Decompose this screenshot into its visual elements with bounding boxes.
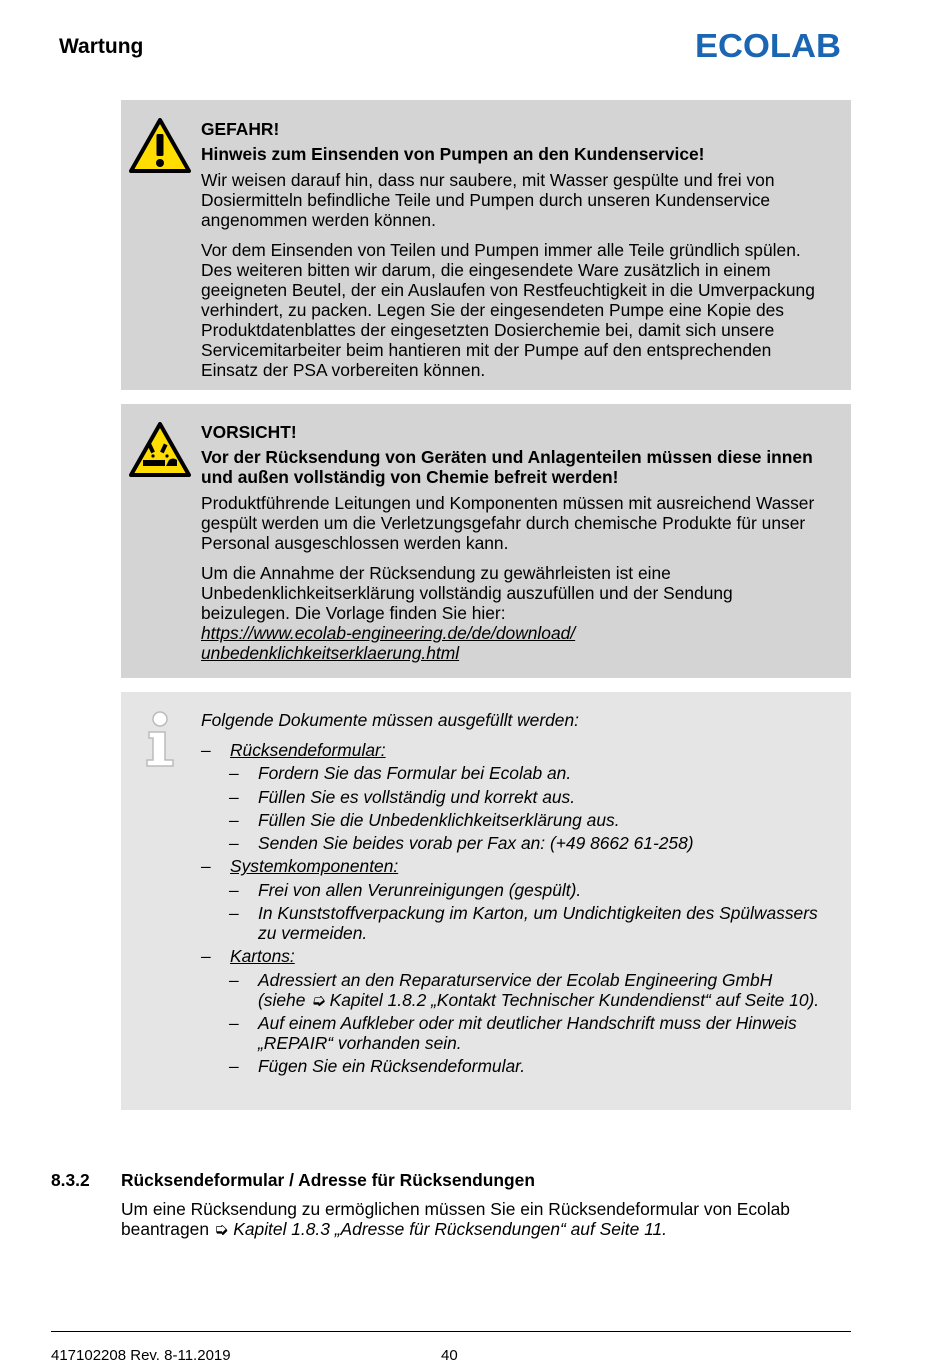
list-item: Fügen Sie ein Rücksendeformular. bbox=[258, 1056, 526, 1077]
danger-notice bbox=[121, 100, 851, 390]
list-item: Fordern Sie das Formular bei Ecolab an. bbox=[258, 763, 572, 784]
list-dash: – bbox=[229, 786, 239, 807]
section-heading bbox=[51, 1170, 535, 1191]
footer-divider bbox=[51, 1331, 851, 1332]
caution-headline: Vor der Rücksendung von Geräten und Anlagenteilen müssen diese innen und außen vollständig von Chemie befreit werden! bbox=[201, 447, 813, 487]
group-title-ruecksendeformular: Rücksendeformular: bbox=[230, 740, 386, 760]
page-title: Wartung bbox=[59, 35, 144, 58]
danger-headline: Hinweis zum Einsenden von Pumpen an den Kundenservice! bbox=[201, 144, 705, 164]
section-body-text: Um eine Rücksendung zu ermöglichen müssen Sie ein Rücksendeformular von Ecolab beantragen bbox=[121, 1199, 790, 1239]
download-link-line-2[interactable]: unbedenklichkeitserklaerung.html bbox=[201, 643, 460, 663]
group-title-systemkomponenten: Systemkomponenten: bbox=[230, 856, 399, 877]
download-link-line-1[interactable]: https://www.ecolab-engineering.de/de/download/ bbox=[201, 623, 576, 643]
danger-paragraph-1: Wir weisen darauf hin, dass nur saubere, mit Wasser gespülte und frei von Dosiermitteln befindliche Teile und Pumpen durch unseren Kundenservice angenommen werden können. bbox=[201, 170, 775, 230]
group-title-kartons: Kartons: bbox=[230, 946, 295, 967]
cross-reference-link[interactable]: Kapitel 1.8.2 „Kontakt Technischer Kundendienst“ auf Seite 10). bbox=[324, 989, 820, 1010]
list-dash: – bbox=[229, 833, 239, 854]
info-intro: Folgende Dokumente müssen ausgefüllt werden: bbox=[201, 710, 579, 730]
list-dash: – bbox=[229, 763, 239, 784]
caution-paragraph-2: Um die Annahme der Rücksendung zu gewährleisten ist eine Unbedenklichkeitserklärung vollständig auszufüllen und der Sendung beizulegen. Die Vorlage finden Sie hier: bbox=[201, 563, 733, 623]
ecolab-logo bbox=[693, 28, 843, 62]
corrosive-hazard-icon bbox=[129, 422, 191, 478]
list-item: Adressiert an den Reparaturservice der Ecolab Engineering GmbH (siehe bbox=[258, 969, 773, 1010]
page-number: 40 bbox=[441, 1347, 458, 1364]
danger-signal-word: GEFAHR! bbox=[201, 119, 280, 139]
list-dash: – bbox=[229, 879, 239, 900]
list-dash: – bbox=[201, 856, 211, 877]
section-number: 8.3.2 bbox=[51, 1170, 90, 1190]
list-dash: – bbox=[229, 903, 239, 924]
list-item: Füllen Sie es vollständig und korrekt aus. bbox=[258, 786, 576, 807]
list-item: Frei von allen Verunreinigungen (gespült). bbox=[258, 879, 582, 900]
caution-notice bbox=[121, 404, 851, 678]
cross-reference-arrow-icon: ➭ bbox=[310, 989, 325, 1010]
section-body bbox=[121, 1199, 841, 1239]
cross-reference-arrow-icon: ➭ bbox=[213, 1219, 229, 1239]
list-dash: – bbox=[229, 969, 239, 990]
footer-document-id: 417102208 Rev. 8-11.2019 bbox=[51, 1347, 231, 1364]
info-icon bbox=[143, 710, 177, 768]
list-dash: – bbox=[229, 809, 239, 830]
list-dash: – bbox=[201, 946, 211, 967]
list-item: Senden Sie beides vorab per Fax an: (+49 8662 61-258) bbox=[258, 833, 694, 854]
list-item: In Kunststoffverpackung im Karton, um Undichtigkeiten des Spülwassers zu vermeiden. bbox=[258, 903, 818, 944]
caution-paragraph-1: Produktführende Leitungen und Komponenten müssen mit ausreichend Wasser gespült werden um die Verletzungsgefahr durch chemische Produkte für unser Personal ausgeschlossen werden kann. bbox=[201, 493, 815, 553]
list-item: Auf einem Aufkleber oder mit deutlicher Handschrift muss der Hinweis „REPAIR“ vorhanden sein. bbox=[258, 1012, 797, 1053]
list-dash: – bbox=[229, 1056, 239, 1077]
danger-paragraph-2: Vor dem Einsenden von Teilen und Pumpen immer alle Teile gründlich spülen. Des weiteren bitten wir darum, die eingesendete Ware zusätzlich in einem geeigneten Beutel, der ein Auslaufen von Restfeuchtigkeit in die Umverpackung verhindert, zu packen. Legen Sie der eingesendeten Pumpe eine Kopie des Produktdatenblattes der eingesetzten Dosierchemie bei, damit sich unsere Servicemitarbeiter beim hantieren mit der Pumpe auf den entsprechenden Einsatz der PSA vorbereiten können. bbox=[201, 240, 815, 380]
info-notice bbox=[121, 692, 851, 1110]
list-dash: – bbox=[229, 1012, 239, 1033]
section-title: Rücksendeformular / Adresse für Rücksendungen bbox=[121, 1170, 535, 1190]
caution-signal-word: VORSICHT! bbox=[201, 422, 297, 442]
cross-reference-link[interactable]: Kapitel 1.8.3 „Adresse für Rücksendungen“ auf Seite 11. bbox=[228, 1219, 667, 1239]
warning-triangle-icon bbox=[129, 118, 191, 174]
list-dash: – bbox=[201, 740, 211, 760]
list-item: Füllen Sie die Unbedenklichkeitserklärung aus. bbox=[258, 809, 620, 830]
logo-text: ECOLAB bbox=[695, 28, 841, 62]
